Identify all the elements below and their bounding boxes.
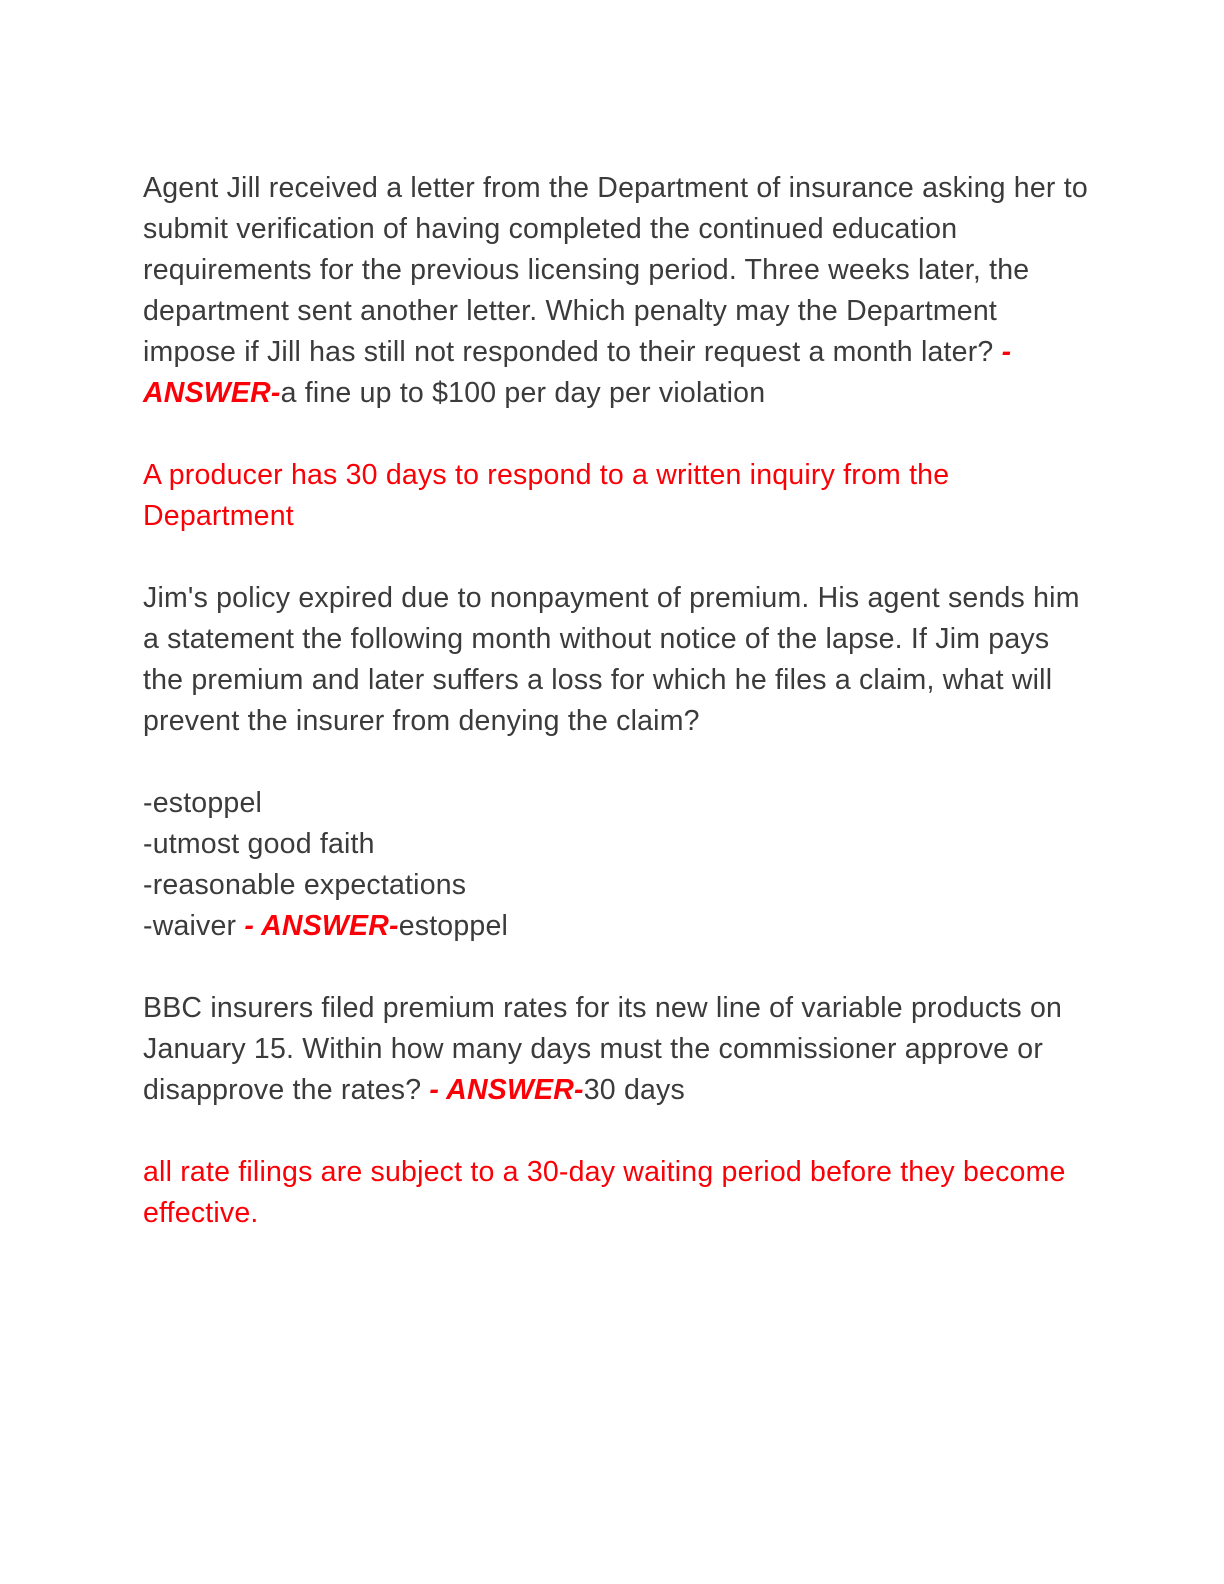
option-item: -utmost good faith [143, 828, 375, 860]
question-text: Jim's policy expired due to nonpayment of premium. His agent sends him a statement the following month without notice of the lapse. If Jim pays the premium and later suffers a loss for which he files a claim, what will prevent the insurer from denying the claim? [143, 582, 1080, 737]
option-item-with-answer [143, 906, 1088, 947]
answer-marker: - ANSWER- [244, 910, 399, 942]
options-paragraph [143, 783, 1088, 947]
option-item: -reasonable expectations [143, 869, 467, 901]
explanation-text: all rate filings are subject to a 30-day waiting period before they become effective. [143, 1156, 1066, 1229]
question-text: Agent Jill received a letter from the Department of insurance asking her to submit verification of having completed the continued education requirements for the previous licensing period. Three weeks later, the department sent another letter. Which penalty may the Department impose if Jill has still not responded to their request a month later? [143, 172, 1088, 368]
document-page [143, 168, 1088, 1234]
explanation-text: A producer has 30 days to respond to a written inquiry from the Department [143, 459, 950, 532]
answer-text: 30 days [583, 1074, 685, 1106]
question-paragraph-3 [143, 988, 1088, 1111]
explanation-paragraph-1 [143, 455, 1088, 537]
question-paragraph-1 [143, 168, 1088, 414]
answer-marker: - ANSWER- [429, 1074, 584, 1106]
question-text: BBC insurers filed premium rates for its new line of variable products on January 15. Within how many days must the commissioner approve or disapprove the rates? [143, 992, 1063, 1106]
question-paragraph-2 [143, 578, 1088, 742]
explanation-paragraph-2 [143, 1152, 1088, 1234]
answer-marker: - ANSWER- [143, 336, 1012, 409]
answer-text: a fine up to $100 per day per violation [280, 377, 766, 409]
answer-text: estoppel [398, 910, 509, 942]
option-item: -estoppel [143, 787, 263, 819]
option-text: -waiver [143, 910, 245, 942]
